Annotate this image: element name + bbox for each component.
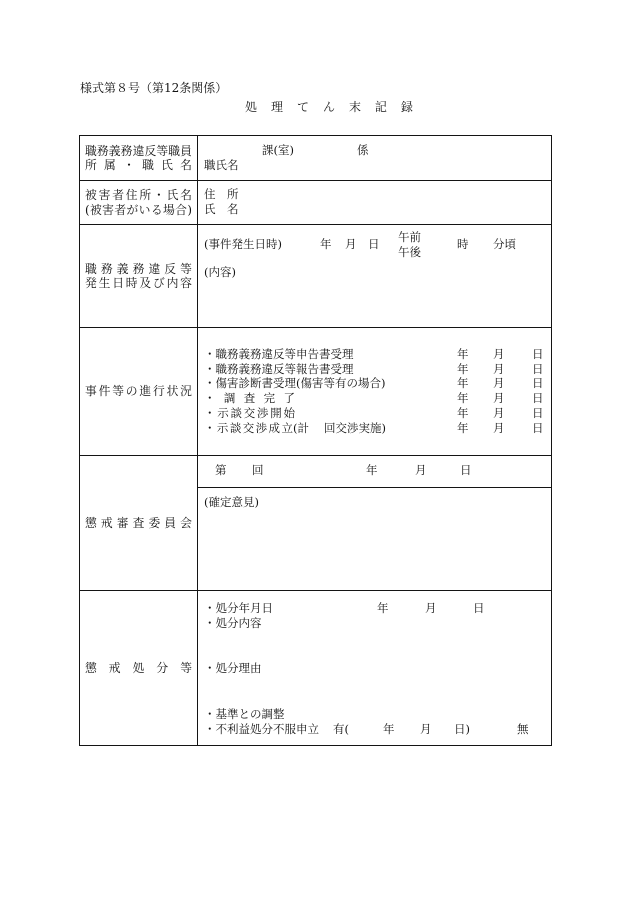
committee-session-suffix: 回 (252, 463, 264, 477)
appeal-no: 無 (517, 722, 529, 736)
spread-char: 事 (85, 384, 97, 399)
spread-char: 等 (156, 143, 169, 158)
spread-char: 者 (114, 202, 127, 217)
progress-item-label: ・傷害診断書受理(傷害等有の場合) (204, 376, 386, 390)
incident-label-cell (80, 225, 198, 327)
spread-char: 開 (270, 406, 282, 420)
disposition-standard-label: ・基準との調整 (204, 707, 285, 721)
progress-item-label: ・職務義務違反等申告書受理 (204, 347, 354, 361)
spread-char: 職 (85, 143, 97, 158)
progress-item-label: ・職務義務違反等報告書受理 (204, 362, 354, 376)
spread-char: 末 (348, 100, 361, 114)
progress-item-year: 年 (457, 347, 469, 361)
incident-minute: 分頃 (493, 237, 516, 251)
spread-char: 氏 (161, 158, 173, 172)
progress-item-day: 日 (532, 376, 544, 390)
incident-day: 日 (368, 237, 380, 251)
spread-char: 被 (89, 202, 102, 217)
committee-label-cell (80, 456, 198, 590)
record-form-table (79, 135, 552, 746)
disposition-label (85, 661, 192, 676)
disposition-content-label: ・処分内容 (204, 616, 262, 630)
progress-item-day: 日 (532, 421, 544, 435)
progress-content-cell (198, 328, 551, 455)
form-number: 様式第８号（第12条関係） (80, 81, 228, 95)
progress-label (85, 384, 192, 399)
spread-char: 時 (125, 276, 138, 290)
incident-month: 月 (345, 237, 357, 251)
document-title (245, 100, 413, 114)
section-label: 課(室) (262, 143, 294, 157)
spread-char: 談 (229, 421, 242, 435)
spread-char: 交 (243, 406, 256, 420)
spread-char: 務 (96, 143, 109, 158)
disposition-reason-label: ・処分理由 (204, 661, 262, 675)
victim-label-cell (80, 181, 198, 224)
committee-opinion-label: (確定意見) (204, 495, 259, 509)
spread-char: 義 (116, 261, 129, 276)
staff-label-cell (80, 136, 198, 180)
progress-item-year: 年 (457, 406, 469, 420)
spread-char: 反 (164, 261, 177, 276)
progress-label-cell (80, 328, 198, 455)
progress-item-label (204, 391, 295, 405)
progress-item-month: 月 (493, 406, 505, 420)
spread-char: 懲 (85, 660, 97, 675)
spread-char: 務 (132, 261, 145, 276)
appeal-month: 月 (420, 722, 432, 736)
spread-char: 戒 (100, 515, 113, 530)
spread-char: 委 (148, 515, 161, 530)
spread-char: 職 (142, 158, 154, 172)
spread-char: 調 (223, 391, 236, 405)
spread-char: 処 (245, 100, 258, 114)
row-incident (80, 224, 551, 327)
spread-char: ・ (152, 188, 165, 202)
spread-char: 生 (98, 276, 111, 290)
spread-char: が (126, 202, 139, 217)
staff-content-cell (198, 136, 551, 180)
row-victim (80, 180, 551, 224)
spread-char: ・ (204, 421, 216, 435)
spread-char: 査 (132, 515, 145, 530)
victim-label-line2 (85, 203, 192, 218)
spread-char: 場 (163, 202, 175, 217)
negotiation-count-close: 回交渉実施) (324, 421, 386, 435)
spread-char: る (150, 202, 163, 217)
spread-char: 交 (242, 421, 255, 435)
spread-char: 会 (180, 515, 192, 530)
spread-char: ( (85, 202, 90, 217)
progress-item (198, 421, 551, 435)
spread-char: 等 (112, 384, 124, 399)
spread-char: 立 (281, 421, 293, 435)
disposition-label-cell (80, 591, 198, 745)
progress-item-month: 月 (493, 391, 505, 405)
spread-char: 審 (116, 515, 129, 530)
spread-char: 属 (104, 158, 116, 172)
progress-item-month: 月 (493, 376, 505, 390)
row-committee (80, 455, 551, 590)
spread-char: 違 (132, 143, 145, 158)
victim-name-label: 氏 名 (204, 202, 239, 216)
progress-item-year: 年 (457, 376, 469, 390)
spread-char: 被 (85, 188, 97, 202)
spread-char: 状 (166, 384, 179, 399)
spread-char: 員 (180, 143, 192, 158)
spread-char: 査 (243, 391, 256, 405)
appeal-year: 年 (383, 722, 395, 736)
spread-char: 名 (180, 188, 192, 202)
disposition-month: 月 (425, 601, 437, 615)
progress-item-label (204, 421, 293, 435)
incident-datetime-label: (事件発生日時) (204, 237, 282, 251)
spread-char: 示 (216, 421, 229, 435)
negotiation-count-open: (計 (293, 421, 309, 435)
progress-item (198, 362, 551, 376)
unit-label: 係 (357, 143, 369, 157)
progress-item (198, 347, 551, 361)
spread-char: 務 (100, 261, 113, 276)
spread-char: 発 (85, 276, 97, 290)
spread-char: ・ (123, 158, 135, 172)
incident-label-line2 (85, 276, 192, 291)
progress-item-year: 年 (457, 362, 469, 376)
spread-char: て (296, 100, 309, 114)
spread-char: 況 (180, 384, 192, 399)
spread-char: 容 (180, 276, 192, 290)
appeal-label: ・不利益処分不服申立 (204, 722, 319, 736)
row-progress (80, 327, 551, 455)
progress-item-day: 日 (532, 406, 544, 420)
spread-char: 職 (85, 261, 97, 276)
row-staff (80, 136, 551, 180)
spread-char: 示 (217, 406, 229, 420)
spread-char: 成 (268, 421, 281, 435)
spread-char: 名 (180, 158, 192, 172)
spread-char: ・ (204, 406, 216, 420)
spread-char: 違 (148, 261, 161, 276)
progress-item-day: 日 (532, 391, 544, 405)
spread-char: 員 (164, 515, 177, 530)
spread-char: 日 (112, 276, 124, 290)
spread-char: 合 (175, 202, 187, 217)
committee-session-prefix: 第 (215, 463, 227, 477)
row-disposition (80, 590, 551, 745)
progress-item-month: 月 (493, 362, 505, 376)
spread-char: 処 (132, 660, 145, 675)
spread-char: 職 (168, 143, 181, 158)
staff-label-line2 (85, 158, 192, 173)
spread-char: 住 (125, 188, 138, 202)
victim-content-cell (198, 181, 551, 224)
spread-char: 害 (102, 202, 114, 217)
spread-char: 完 (263, 391, 276, 405)
progress-item-year: 年 (457, 391, 469, 405)
spread-char: 等 (180, 660, 192, 675)
spread-char: 戒 (108, 660, 121, 675)
spread-char: 反 (144, 143, 157, 158)
spread-char: い (138, 202, 151, 217)
spread-char: 所 (85, 158, 97, 172)
committee-divider (198, 487, 551, 488)
spread-char: 及 (139, 276, 152, 290)
spread-char: 懲 (85, 515, 97, 530)
committee-month: 月 (415, 463, 427, 477)
spread-char: 義 (108, 143, 121, 158)
victim-address-label: 住 所 (204, 187, 239, 201)
spread-char: 進 (139, 384, 152, 399)
spread-char: の (125, 384, 138, 399)
disposition-content-cell (198, 591, 551, 745)
progress-item-month: 月 (493, 347, 505, 361)
progress-item (198, 376, 551, 390)
incident-label-line1 (85, 262, 192, 277)
progress-item (198, 391, 551, 405)
incident-content-cell (198, 225, 551, 327)
committee-label (85, 516, 192, 531)
spread-char: ・ (204, 391, 216, 405)
spread-char: 記 (374, 100, 387, 114)
disposition-date-label: ・処分年月日 (204, 601, 273, 615)
incident-hour: 時 (457, 237, 469, 251)
staff-label-line1 (85, 144, 192, 159)
spread-char: 等 (180, 261, 192, 276)
spread-char: 内 (166, 276, 179, 290)
disposition-year: 年 (377, 601, 389, 615)
incident-year: 年 (320, 237, 332, 251)
spread-char: 件 (98, 384, 111, 399)
spread-char: 渉 (255, 421, 268, 435)
progress-item-label (204, 406, 295, 420)
incident-content-label: (内容) (204, 265, 236, 279)
spread-char: ) (187, 202, 192, 217)
progress-item-day: 日 (532, 347, 544, 361)
appeal-yes-open: 有( (333, 722, 349, 736)
spread-char: 談 (230, 406, 242, 420)
committee-day: 日 (460, 463, 472, 477)
spread-char: 者 (112, 188, 124, 202)
victim-label-line1 (85, 188, 192, 203)
appeal-day-close: 日) (454, 722, 470, 736)
spread-char: 分 (156, 660, 169, 675)
spread-char: 害 (98, 188, 111, 202)
committee-content-cell (198, 456, 551, 590)
progress-item (198, 406, 551, 420)
spread-char: 始 (283, 406, 295, 420)
spread-char: 理 (270, 100, 283, 114)
spread-char: び (152, 276, 165, 290)
staff-name-label: 職氏名 (204, 158, 239, 172)
spread-char: 渉 (257, 406, 269, 420)
spread-char: 氏 (166, 188, 179, 202)
committee-year: 年 (366, 463, 378, 477)
progress-item-year: 年 (457, 421, 469, 435)
incident-am: 午前 (398, 230, 421, 244)
progress-item-month: 月 (493, 421, 505, 435)
spread-char: 録 (400, 100, 413, 114)
spread-char: 務 (120, 143, 133, 158)
progress-item-day: 日 (532, 362, 544, 376)
incident-pm: 午後 (398, 245, 421, 259)
spread-char: ん (322, 100, 335, 114)
spread-char: 所 (139, 188, 152, 202)
spread-char: 了 (283, 391, 295, 405)
disposition-day: 日 (473, 601, 485, 615)
spread-char: 行 (152, 384, 165, 399)
